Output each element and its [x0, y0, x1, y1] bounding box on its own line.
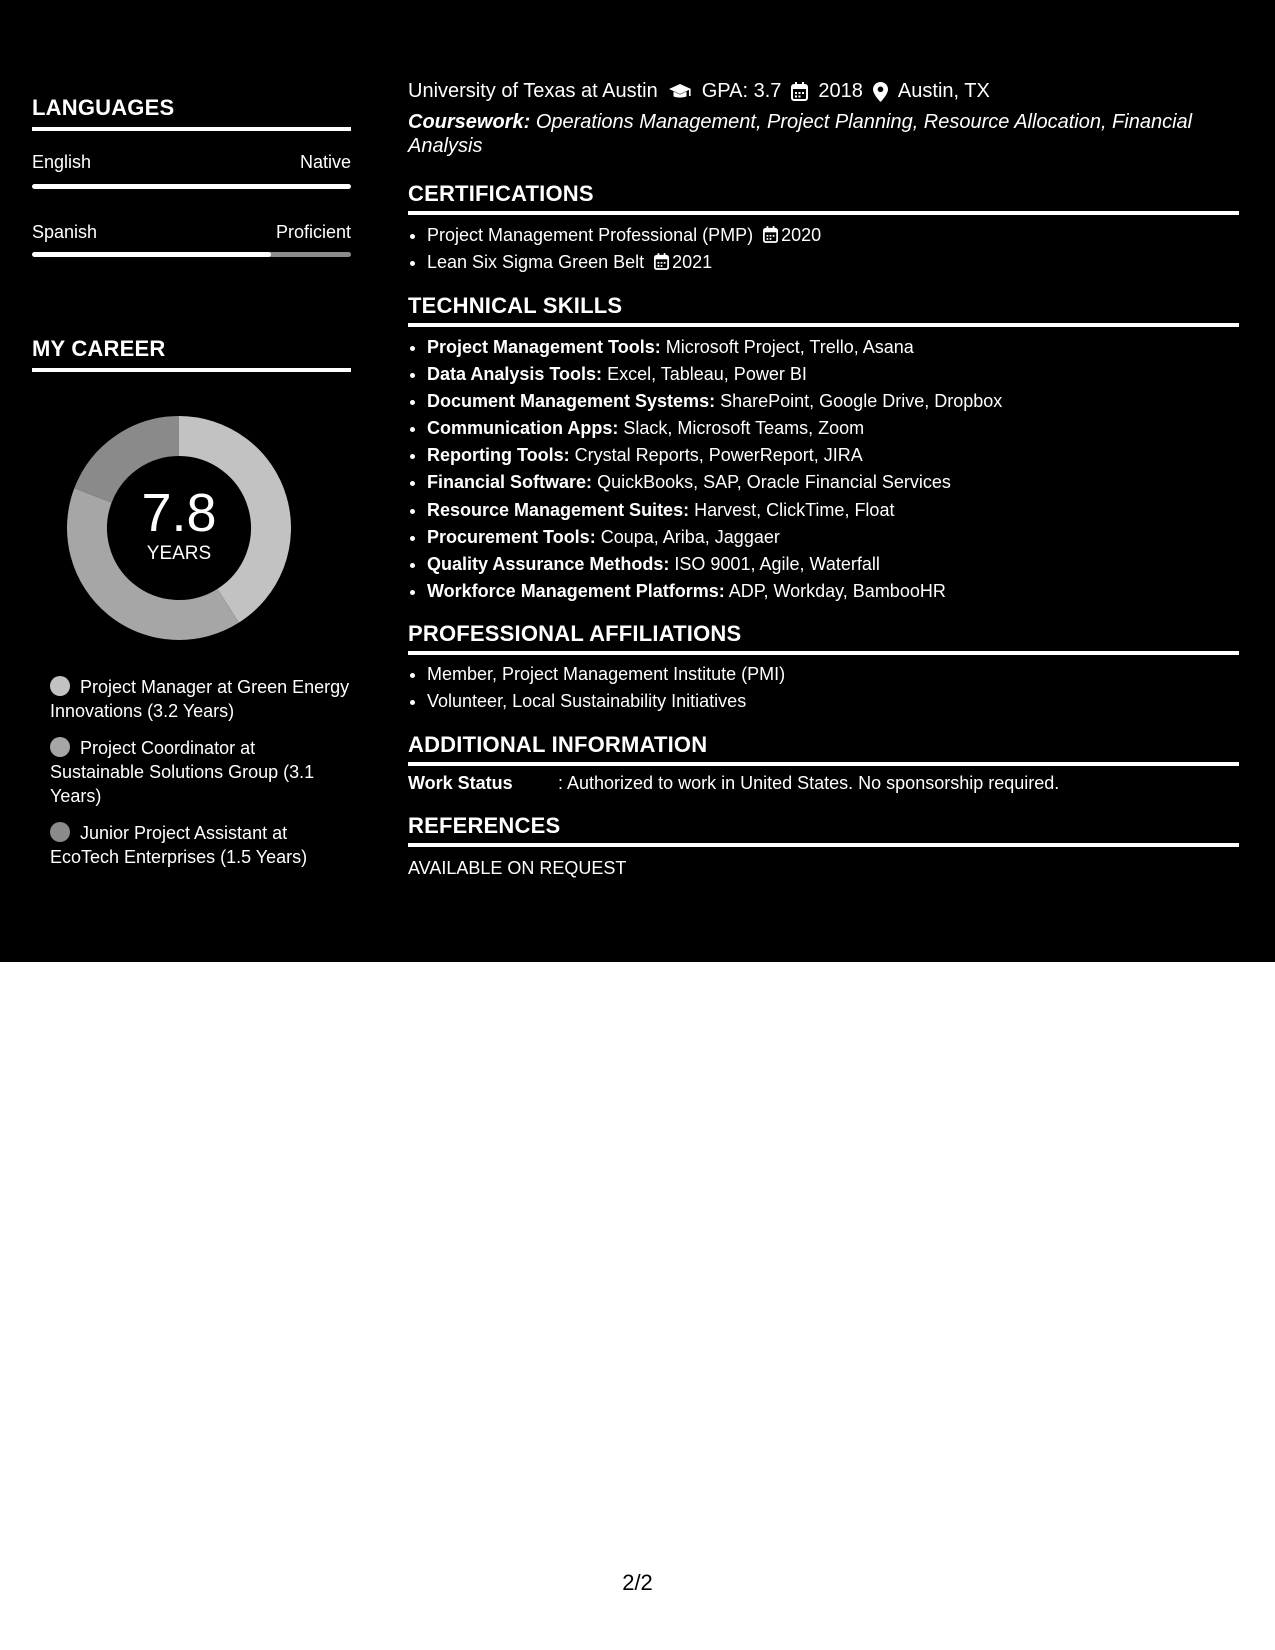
certification-year: 2021 [672, 252, 713, 272]
career-heading: MY CAREER [32, 336, 351, 372]
affiliation-item: • Member, Project Management Institute (PMI) [427, 661, 1258, 688]
skill-label: Data Analysis Tools: [427, 364, 603, 385]
skill-item [427, 469, 1258, 496]
skill-item [427, 578, 1258, 605]
calendar-icon [791, 82, 808, 101]
education-gpa: GPA: 3.7 [701, 80, 782, 102]
coursework-text: Operations Management, Project Planning, Resource Allocation, Financial Analysis [408, 111, 1193, 157]
skill-label: Procurement Tools: [427, 526, 596, 547]
additional-info-heading: ADDITIONAL INFORMATION [408, 732, 1239, 766]
language-english-bar [32, 184, 351, 189]
language-spanish-bar [32, 252, 351, 257]
skill-value: Slack, Microsoft Teams, Zoom [623, 418, 865, 439]
skill-value: Crystal Reports, PowerReport, JIRA [574, 445, 863, 466]
skill-item [427, 334, 1258, 361]
legend-dot-icon [50, 737, 70, 757]
coursework-label: Coursework: [408, 111, 531, 133]
language-spanish-row [32, 222, 351, 243]
certification-item [427, 222, 1258, 249]
skill-item [427, 361, 1258, 388]
donut-center [66, 415, 292, 641]
calendar-icon [654, 253, 669, 270]
references-heading: REFERENCES [408, 813, 1239, 847]
skill-item [427, 551, 1258, 578]
legend-dot-icon [50, 822, 70, 842]
languages-heading: LANGUAGES [32, 95, 351, 131]
skill-value: Excel, Tableau, Power BI [607, 364, 807, 385]
skill-label: Workforce Management Platforms: [427, 580, 725, 601]
career-legend-label: Project Coordinator at Sustainable Solutions Group (3.1 Years) [50, 738, 315, 806]
skills-list [408, 334, 1258, 605]
skill-label: Quality Assurance Methods: [427, 553, 670, 574]
certification-year: 2020 [781, 225, 822, 245]
education-coursework [408, 110, 1208, 158]
certification-name: Project Management Professional (PMP) [427, 225, 754, 245]
affiliation-item: • Volunteer, Local Sustainability Initiatives [427, 688, 1258, 715]
work-status-label: Work Status [408, 773, 513, 793]
language-level: Proficient [275, 222, 351, 242]
work-status-value: : Authorized to work in United States. No sponsorship required. [558, 773, 1060, 793]
skill-item [427, 497, 1258, 524]
skill-label: Project Management Tools: [427, 337, 661, 357]
skill-label: Financial Software: [427, 472, 593, 493]
education-year: 2018 [818, 80, 863, 102]
education-line [408, 80, 990, 103]
skill-item [427, 388, 1258, 415]
skill-item [427, 415, 1258, 442]
language-level: Native [299, 152, 351, 172]
skill-label: Document Management Systems: [427, 391, 716, 412]
skill-value: Microsoft Project, Trello, Asana [665, 337, 914, 357]
legend-dot-icon [50, 676, 70, 696]
skill-value: ISO 9001, Agile, Waterfall [674, 553, 880, 574]
language-name: English [32, 152, 92, 172]
affiliations-heading: PROFESSIONAL AFFILIATIONS [408, 621, 1239, 655]
skill-label: Resource Management Suites: [427, 499, 690, 520]
skill-value: ADP, Workday, BambooHR [728, 580, 946, 601]
skill-label: Communication Apps: [427, 418, 619, 439]
skill-item [427, 524, 1258, 551]
page-number: 2/2 [622, 1570, 653, 1595]
career-total-years: 7.8 [141, 483, 217, 543]
skill-item [427, 442, 1258, 469]
language-english-row [32, 152, 351, 173]
skill-value: Harvest, ClickTime, Float [694, 499, 895, 520]
skill-value: SharePoint, Google Drive, Dropbox [720, 391, 1003, 412]
career-legend-item [50, 675, 350, 723]
calendar-icon [763, 226, 778, 243]
language-name: Spanish [32, 222, 98, 242]
career-legend [50, 675, 350, 882]
education-location: Austin, TX [897, 80, 990, 102]
skill-value: Coupa, Ariba, Jaggaer [600, 526, 780, 547]
graduation-cap-icon [668, 83, 692, 101]
career-total-unit: YEARS [146, 543, 212, 564]
map-pin-icon [873, 82, 888, 102]
affiliations-list [408, 661, 1258, 715]
work-status-row [408, 773, 1059, 794]
career-legend-item [50, 821, 350, 869]
career-donut-chart [66, 415, 292, 641]
career-legend-label: Junior Project Assistant at EcoTech Enterprises (1.5 Years) [50, 823, 308, 867]
career-legend-label: Project Manager at Green Energy Innovations (3.2 Years) [50, 677, 350, 721]
education-school: University of Texas at Austin [408, 80, 658, 102]
certification-name: Lean Six Sigma Green Belt [427, 252, 645, 272]
skills-heading: TECHNICAL SKILLS [408, 293, 1239, 327]
career-legend-item [50, 736, 350, 808]
language-bar-fill [32, 184, 351, 189]
certifications-heading: CERTIFICATIONS [408, 181, 1239, 215]
language-bar-fill [32, 252, 271, 257]
skill-value: QuickBooks, SAP, Oracle Financial Services [597, 472, 951, 493]
references-text: AVAILABLE ON REQUEST [408, 858, 627, 878]
skill-label: Reporting Tools: [427, 445, 570, 466]
certifications-list [408, 222, 1258, 276]
certification-item [427, 249, 1258, 276]
